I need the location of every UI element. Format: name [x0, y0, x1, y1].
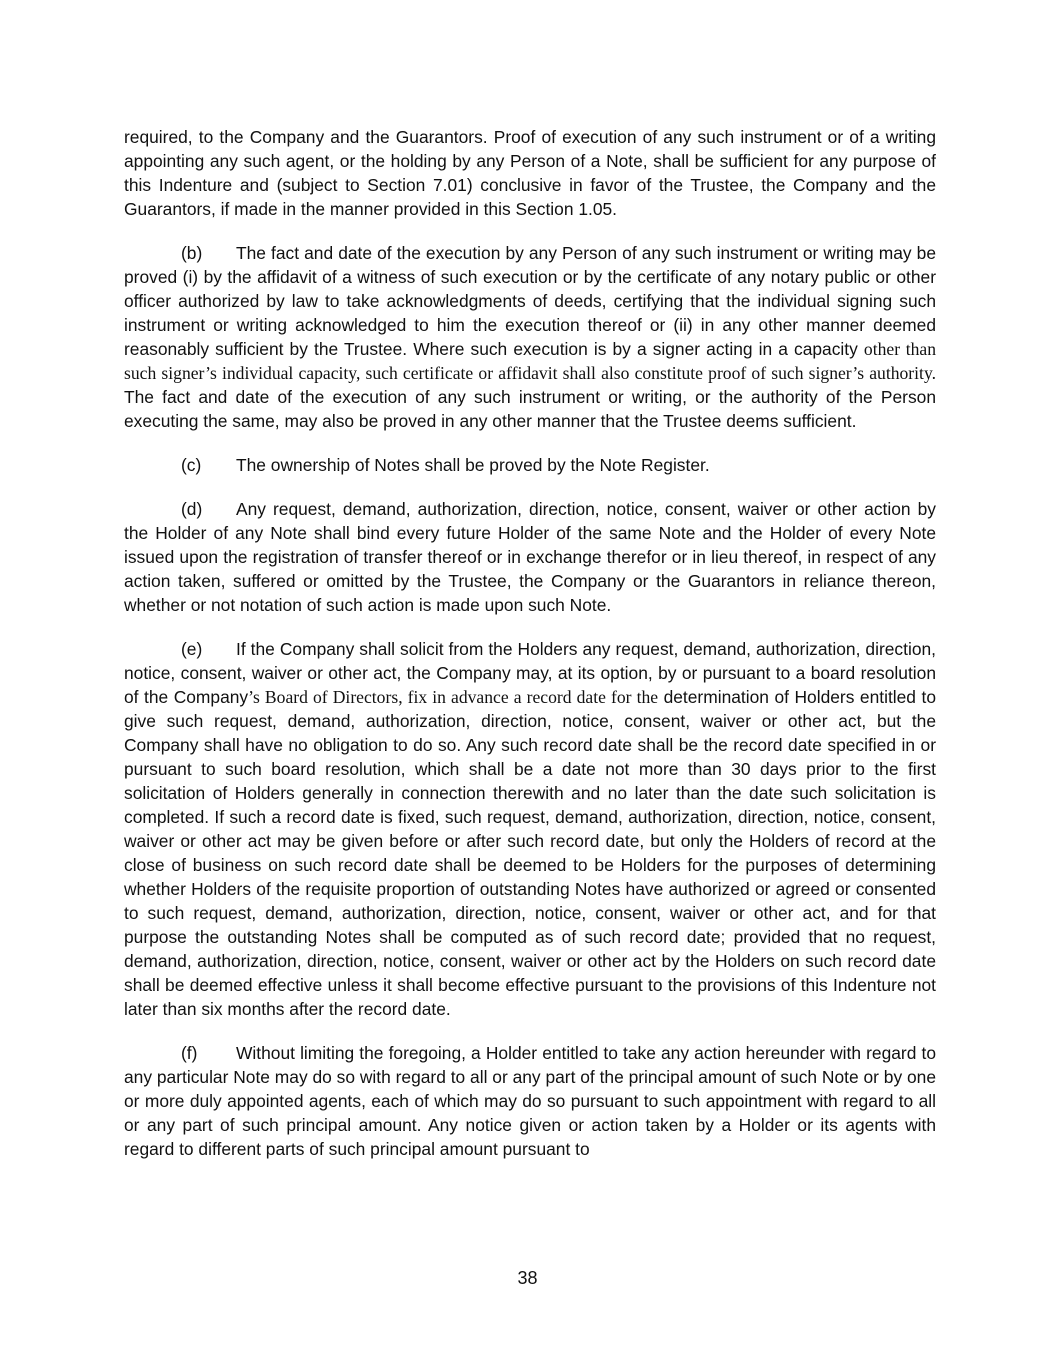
paragraph-d	[124, 497, 936, 617]
paragraph-e-text-1: If the Company shall solicit from the Holders any request, demand, authorization, direction, notice, consent, waiver or other act, the Company may, at its option, by or pursuant to a board resolution of the Company	[124, 639, 936, 707]
paragraph-b	[124, 241, 936, 433]
paragraph-c-text: The ownership of Notes shall be proved by the Note Register.	[236, 455, 710, 475]
paragraph-d-label: (d)	[181, 499, 203, 519]
paragraph-b-text-1: The fact and date of the execution by any Person of any such instrument or writing may be proved (i) by the affidavit of a witness of such execution or by the certificate of any notary public or other officer authorized by law to take acknowledgments of deeds, certifying that the individual signing such instrument or writing acknowledged to him the execution thereof or (ii) in any other manner deemed reasonably sufficient by the Trustee. Where such execution is by a signer acting in a capacity	[124, 243, 936, 359]
paragraph-c-label: (c)	[181, 455, 202, 475]
paragraph-f	[124, 1041, 936, 1161]
paragraph-continuation: required, to the Company and the Guarantors. Proof of execution of any such instrument or of a writing appointing any such agent, or the holding by any Person of a Note, shall be sufficient for any purpose of this Indenture and (subject to Section 7.01) conclusive in favor of the Trustee, the Company and the Guarantors, if made in the manner provided in this Section 1.05.	[124, 127, 936, 219]
paragraph-f-label: (f)	[181, 1043, 198, 1063]
paragraph-e-label: (e)	[181, 639, 203, 659]
paragraph-d-text: Any request, demand, authorization, direction, notice, consent, waiver or other action by the Holder of any Note shall bind every future Holder of the same Note and the Holder of every Note issued upon the registration of transfer thereof or in exchange therefor or in lieu thereof, in respect of any action taken, suffered or omitted by the Trustee, the Company or the Guarantors in reliance thereon, whether or not notation of such action is made upon such Note.	[124, 499, 936, 615]
paragraph-b-text-2: The fact and date of the execution of any such instrument or writing, or the authority of the Person executing the same, may also be proved in any other manner that the Trustee deems sufficient.	[124, 387, 936, 431]
paragraph-f-text: Without limiting the foregoing, a Holder entitled to take any action hereunder with regard to any particular Note may do so with regard to all or any part of the principal amount of such Note or by one or more duly appointed agents, each of which may do so pursuant to such appointment with regard to all or any part of such principal amount. Any notice given or action taken by a Holder or its agents with regard to different parts of such principal amount pursuant to	[124, 1043, 936, 1159]
page-number: 38	[517, 1268, 538, 1288]
document-body	[124, 125, 936, 1181]
paragraph-b-text-serif: other than such signer’s individual capacity, such certificate or affidavit shall also constitute proof of such signer’s authority.	[124, 339, 936, 383]
paragraph-c	[124, 453, 936, 477]
paragraph-e-text-2: determination of Holders entitled to give such request, demand, authorization, direction, notice, consent, waiver or other act, but the Company shall have no obligation to do so. Any such record date shall be the record date specified in or pursuant to such board resolution, which shall be a date not more than 30 days prior to the first solicitation of Holders generally in connection therewith and no later than the date such solicitation is completed. If such a record date is fixed, such request, demand, authorization, direction, notice, consent, waiver or other act may be given before or after such record date, but only the Holders of record at the close of business on such record date shall be deemed to be Holders for the purposes of determining whether Holders of the requisite proportion of outstanding Notes have authorized or agreed or consented to such request, demand, authorization, direction, notice, consent, waiver or other act, and for that purpose the outstanding Notes shall be computed as of such record date; provided that no request, demand, authorization, direction, notice, consent, waiver or other act by the Holders on such record date shall be deemed effective unless it shall become effective pursuant to the provisions of this Indenture not later than six months after the record date.	[124, 687, 936, 1019]
paragraph-e	[124, 637, 936, 1021]
paragraph-e-text-serif: ’s Board of Directors, fix in advance a record date for the	[248, 687, 659, 707]
paragraph-b-label: (b)	[181, 243, 203, 263]
